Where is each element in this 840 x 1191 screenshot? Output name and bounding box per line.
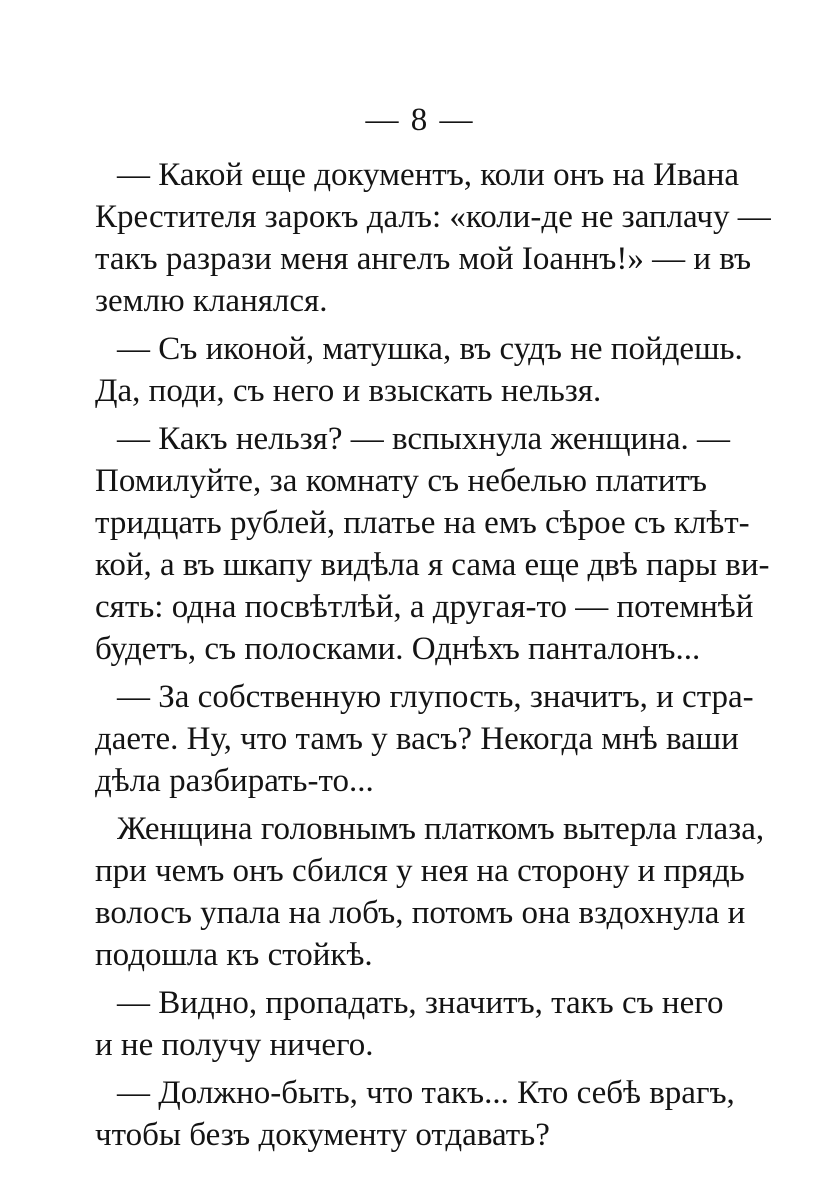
- page-number: — 8 —: [365, 102, 475, 138]
- text-line: — Какъ нельзя? — вспыхнула женщина. —: [117, 421, 730, 457]
- text-line: Крестителя зарокъ далъ: «коли-де не заплачу —: [95, 199, 771, 235]
- text-line: при чемъ онъ сбился у нея на сторону и прядь: [95, 853, 745, 889]
- text-line: такъ разрази меня ангелъ мой Іоаннъ!» — и въ: [95, 241, 752, 277]
- text-line: подошла къ стойкѣ.: [95, 937, 373, 973]
- text-line: — Видно, пропадать, значитъ, такъ съ него: [117, 985, 724, 1021]
- text-line: — Съ иконой, матушка, въ судъ не пойдешь.: [117, 331, 743, 367]
- text-line: кой, а въ шкапу видѣла я сама еще двѣ пары ви-: [95, 547, 770, 583]
- text-line: тридцать рублей, платье на емъ сѣрое съ клѣт-: [95, 505, 750, 541]
- text-line: Помилуйте, за комнату съ небелью платитъ: [95, 463, 707, 499]
- text-line: сять: одна посвѣтлѣй, а другая-то — потемнѣй: [95, 589, 754, 625]
- text-line: — Какой еще документъ, коли онъ на Ивана: [117, 157, 740, 193]
- text-line: и не получу ничего.: [95, 1027, 374, 1063]
- text-line: — За собственную глупость, значитъ, и стра-: [117, 679, 754, 715]
- text-line: волосъ упала на лобъ, потомъ она вздохнула и: [95, 895, 746, 931]
- text-line: землю кланялся.: [95, 283, 328, 319]
- text-line: дѣла разбирать-то...: [95, 763, 374, 799]
- text-line: — Должно-быть, что такъ... Кто себѣ врагъ,: [117, 1075, 735, 1111]
- text-line: чтобы безъ документу отдавать?: [95, 1117, 550, 1153]
- body-text: [95, 154, 771, 1156]
- text-line: Женщина головнымъ платкомъ вытерла глаза,: [117, 811, 765, 847]
- text-line: Да, поди, съ него и взыскать нельзя.: [95, 373, 602, 409]
- text-line: будетъ, съ полосками. Однѣхъ панталонъ...: [95, 631, 701, 667]
- text-line: даете. Ну, что тамъ у васъ? Некогда мнѣ ваши: [95, 721, 739, 757]
